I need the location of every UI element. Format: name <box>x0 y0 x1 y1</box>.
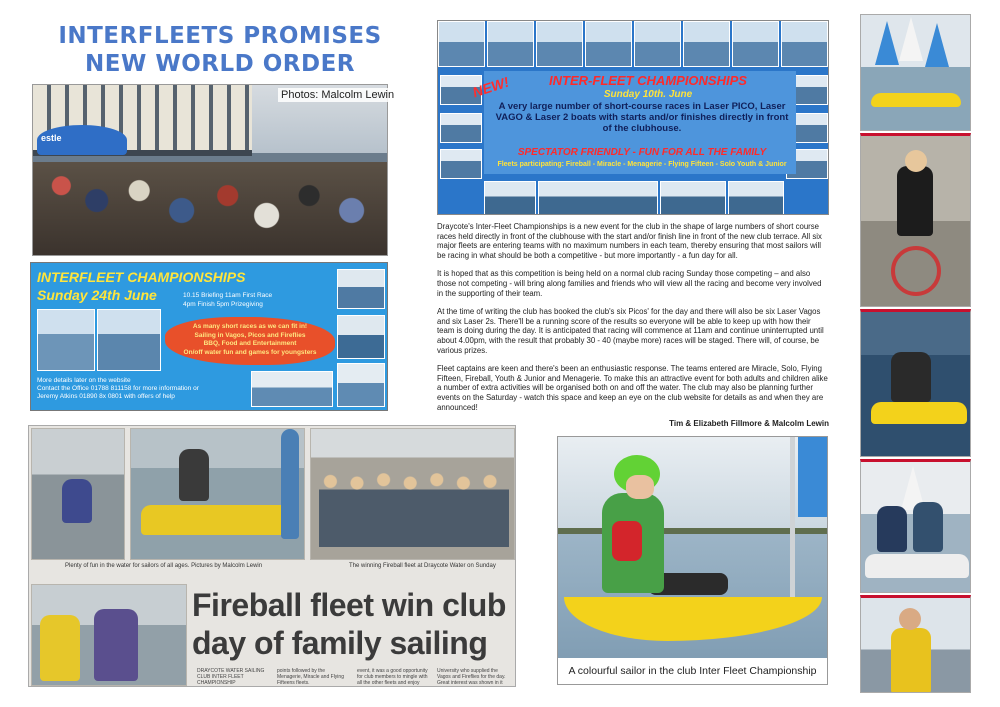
clip-column-1: DRAYCOTE WATER SAILING CLUB INTER FLEET CHAMPIONSHIP <box>197 668 265 686</box>
sailor-face <box>626 475 654 499</box>
clip-headline: Fireball fleet win club day of family sailing <box>192 587 506 661</box>
right-photo-man <box>860 595 971 693</box>
strip-photo <box>683 21 730 67</box>
poster-bottom-photo <box>728 181 784 215</box>
mast <box>790 437 795 607</box>
dinghy-hull <box>141 505 291 535</box>
article-byline: Tim & Elizabeth Fillmore & Malcolm Lewin <box>669 419 829 429</box>
strip-photo <box>732 21 779 67</box>
boat-photo-sky <box>558 437 827 536</box>
poster-bottom-photo <box>660 181 726 215</box>
poster-left-date: Sunday 24th June <box>37 287 157 303</box>
sailor-arm <box>612 521 642 561</box>
sailor-figure <box>179 449 209 501</box>
strip-photo <box>781 21 828 67</box>
headline-line-1: INTERFLEETS PROMISES <box>58 23 382 49</box>
poster-side-photo <box>440 113 482 143</box>
poster-right-tagline: SPECTATOR FRIENDLY - FUN FOR ALL THE FAMILY <box>517 147 767 158</box>
crowd-photo <box>32 84 388 256</box>
poster-side-photo <box>440 149 482 179</box>
article-paragraph: At the time of writing the club has booked the club's six Picos' for the day and there will also be six Laser Vagos and six Laser 2s. There'll be a running score of the results so everyone will be able to keep up with how their team is doing during the day. It is anticipated that racing will commence at 11am and continue uninterrupted until about 4.00pm, with the result that probably 30 - 40 (maybe more) races will be staged. There will, of course, be various prizes. <box>437 307 824 355</box>
poster-right-photo-strip <box>438 21 828 67</box>
poster-right-title: INTER-FLEET CHAMPIONSHIPS <box>549 73 747 88</box>
article-body <box>437 222 829 429</box>
clip-photo-sailor-dinghy <box>130 428 305 560</box>
sail-shape <box>925 23 949 67</box>
child-figure <box>94 609 138 681</box>
clip-caption-left: Plenty of fun in the water for sailors of all ages. Pictures by Malcolm Lewin <box>65 563 263 569</box>
interfleet-poster-left <box>30 262 388 411</box>
dinghy-hull <box>865 554 969 578</box>
clip-photo-child-water <box>31 428 125 560</box>
bike-wheel <box>891 246 941 296</box>
boat-photo-caption: A colourful sailor in the club Inter Fleet Championship <box>558 658 827 684</box>
child-figure <box>40 615 80 681</box>
poster-left-schedule: 10.15 Briefing 11am First Race 4pm Finish 5pm Prizegiving <box>183 292 273 308</box>
child-head <box>905 150 927 172</box>
team-group <box>319 465 509 547</box>
sail-shape <box>875 21 899 65</box>
man-figure <box>891 628 931 693</box>
poster-left-photo-3 <box>337 269 385 309</box>
new-badge: NEW! <box>470 73 511 101</box>
dinghy-hull <box>871 93 961 107</box>
newspaper-clipping <box>28 425 516 687</box>
boat-photo-shore <box>558 528 827 534</box>
sail-shape <box>899 17 923 61</box>
colourful-sailor-photo <box>557 436 828 685</box>
spectator-crowd <box>33 156 387 255</box>
umbrella-banner-text: estle <box>41 133 62 143</box>
right-photo-sailors <box>860 459 971 593</box>
right-photo-boats <box>860 14 971 131</box>
strip-photo <box>585 21 632 67</box>
poster-left-more-info: More details later on the website Contact the Office 01788 811158 for more information or Jeremy Atkins 01890 8x 0801 with offers of help <box>37 377 199 400</box>
article-headline <box>30 22 410 78</box>
poster-bottom-photo <box>538 181 658 215</box>
poster-left-photo-4 <box>337 315 385 359</box>
poster-bottom-photo <box>484 181 536 215</box>
poster-left-highlights: As many short races as we can fit in! Sailing in Vagos, Picos and Fireflies BBQ, Food and Entertainment On/off water fun and games for youngsters <box>165 317 335 365</box>
strip-photo <box>634 21 681 67</box>
clip-photo-kids-facepaint <box>31 584 187 686</box>
clip-photo-fireball-team <box>310 428 515 560</box>
poster-left-photo-1 <box>37 309 95 371</box>
right-photo-child-bike <box>860 133 971 307</box>
dinghy-hull <box>871 402 967 424</box>
article-paragraph: Draycote's Inter-Fleet Championships is a new event for the club in the shape of large numbers of short course races held directly in front of the clubhouse with the start and/or finish line in front of the new club terrace. All six major fleets are entering teams with no maximum numbers in each team, thereby ensuring that most sailors will be racing in what should be both a competitive - but more importantly - a fun day for all. <box>437 222 822 260</box>
poster-right-fleets: Fleets participating: Fireball - Miracle - Menagerie - Flying Fifteen - Solo Youth & Junior <box>497 161 787 168</box>
sail-shape <box>281 429 299 539</box>
strip-photo <box>487 21 534 67</box>
clip-caption-right: The winning Fireball fleet at Draycote Water on Sunday <box>349 563 496 569</box>
child-figure <box>897 166 933 236</box>
poster-left-title: INTERFLEET CHAMPIONSHIPS <box>37 269 246 285</box>
clip-column-2: points followed by the Menagerie, Miracle and Flying Fifteens fleets. <box>277 668 344 686</box>
child-figure <box>891 352 931 402</box>
child-figure <box>62 479 92 523</box>
poster-left-photo-5 <box>337 363 385 407</box>
man-head <box>899 608 921 630</box>
right-photo-kids-boat <box>860 309 971 457</box>
poster-left-photo-2 <box>97 309 161 371</box>
poster-right-date: Sunday 10th. June <box>603 89 693 100</box>
article-paragraph: It is hoped that as this competition is being held on a normal club racing Sunday those competing – and also those not competing - will bring along families and friends who will view all the racing and become very involved in the supporting of their team. <box>437 269 822 298</box>
article-paragraph: Fleet captains are keen and there's been an enthusiastic response. The teams entered are Miracle, Solo, Flying Fifteen, Fireball, Youth & Junior and Menagerie. To make this an attractive event for both adults and children alike a number of extra activities will be organised both on and off the water. The club may also be planning further events on the Saturday - watch this space and keep an eye on the club website for details as and when they are announced! <box>437 364 828 412</box>
headline-line-2: NEW WORLD ORDER <box>84 51 355 77</box>
sailor-figure <box>877 506 907 552</box>
interfleet-poster-right <box>437 20 829 215</box>
clip-column-3: event, it was a good opportunity for club members to mingle with all the other fleets and enjoy <box>357 668 428 686</box>
sailor-figure <box>913 502 943 552</box>
poster-right-description: A very large number of short-course races in Laser PICO, Laser VAGO & Laser 2 boats with starts and/or finishes directly in front of the clubhouse. <box>495 101 789 134</box>
poster-left-photo-6 <box>251 371 333 407</box>
sail-shape <box>798 437 828 517</box>
clip-column-4: University who supplied the Vagos and Fireflies for the day. Great interest was shown in it <box>437 668 506 686</box>
strip-photo <box>438 21 485 67</box>
strip-photo <box>536 21 583 67</box>
photo-credit: Photos: Malcolm Lewin <box>278 88 397 102</box>
